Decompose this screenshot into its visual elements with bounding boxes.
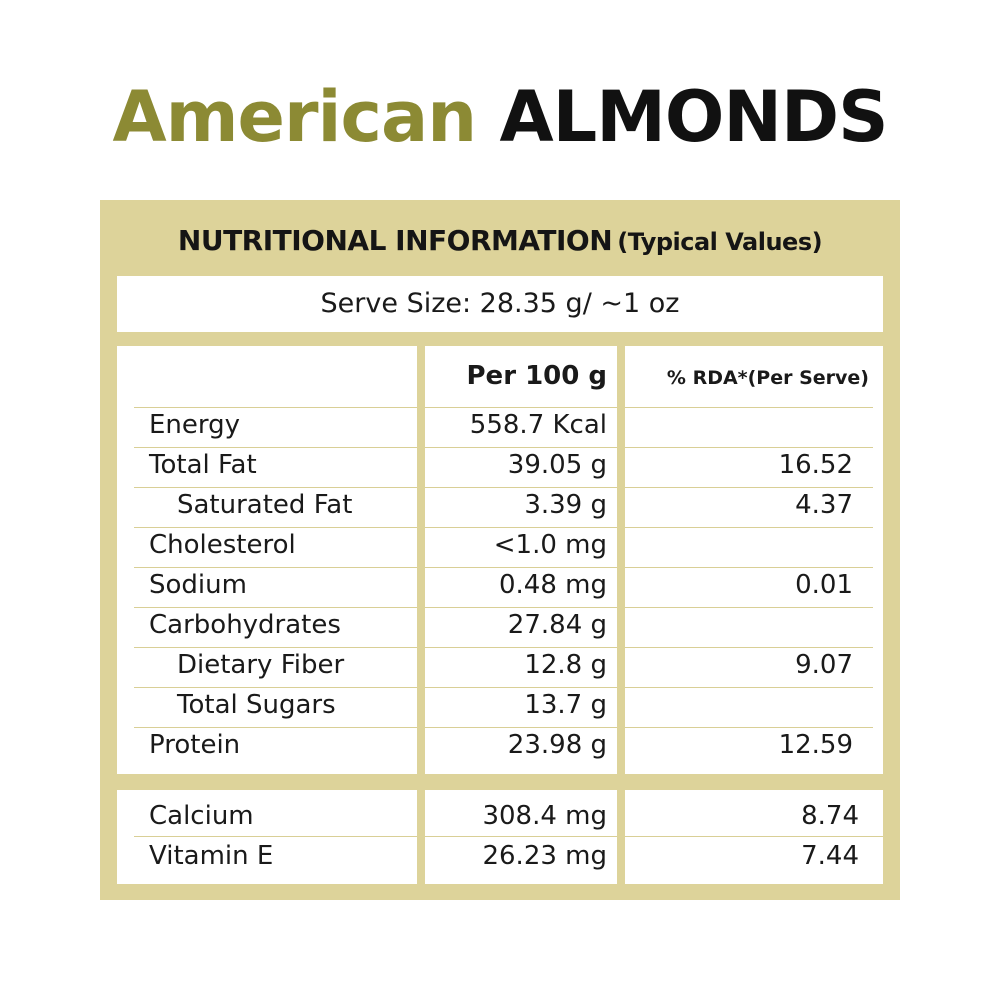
- row-protein-rda: 12.59: [778, 730, 853, 760]
- row-sodium-per: 0.48 mg: [499, 570, 607, 600]
- nutrition-panel: [100, 200, 900, 900]
- row-dietary-fiber-name: Dietary Fiber: [177, 650, 345, 680]
- per-100g-column: [425, 346, 617, 774]
- row-carbohydrates-rda: [625, 605, 853, 645]
- minerals-per: [425, 790, 617, 884]
- row-vitamin-e-per: 26.23 mg: [482, 841, 607, 871]
- row-protein-per: 23.98 g: [507, 730, 607, 760]
- row-total-fat-name: Total Fat: [149, 450, 257, 480]
- serve-size: Serve Size: 28.35 g/ ~1 oz: [117, 276, 883, 332]
- row-dietary-fiber-per: 12.8 g: [524, 650, 607, 680]
- row-energy-per: 558.7 Kcal: [469, 410, 607, 440]
- panel-header: [100, 224, 900, 257]
- row-cholesterol-rda: [625, 525, 853, 565]
- row-energy-name: Energy: [149, 410, 241, 440]
- row-cholesterol-per: <1.0 mg: [493, 530, 607, 560]
- row-cholesterol-name: Cholesterol: [149, 530, 296, 560]
- page-title: [0, 76, 1000, 158]
- row-saturated-fat-per: 3.39 g: [524, 490, 607, 520]
- row-vitamin-e-name: Vitamin E: [149, 841, 274, 871]
- row-protein-name: Protein: [149, 730, 241, 760]
- row-saturated-fat-rda: 4.37: [795, 490, 853, 520]
- column-header-per: Per 100 g: [466, 361, 607, 391]
- row-total-sugars-per: 13.7 g: [524, 690, 607, 720]
- row-carbohydrates-per: 27.84 g: [507, 610, 607, 640]
- rda-column: [625, 346, 883, 774]
- row-saturated-fat-name: Saturated Fat: [177, 490, 353, 520]
- row-calcium-name: Calcium: [149, 801, 254, 831]
- minerals-names: [117, 790, 417, 884]
- row-total-sugars-name: Total Sugars: [177, 690, 336, 720]
- names-column: [117, 346, 417, 774]
- row-vitamin-e-rda: 7.44: [801, 841, 859, 871]
- minerals-rda: [625, 790, 883, 884]
- title-almonds: ALMONDS: [499, 76, 888, 158]
- row-energy-rda: [625, 405, 853, 445]
- header-sub: (Typical Values): [617, 228, 823, 256]
- row-total-sugars-rda: [625, 685, 853, 725]
- row-calcium-per: 308.4 mg: [482, 801, 607, 831]
- title-american: American: [112, 76, 477, 158]
- header-main: NUTRITIONAL INFORMATION: [177, 224, 613, 257]
- row-carbohydrates-name: Carbohydrates: [149, 610, 341, 640]
- row-sodium-name: Sodium: [149, 570, 247, 600]
- row-sodium-rda: 0.01: [795, 570, 853, 600]
- row-calcium-rda: 8.74: [801, 801, 859, 831]
- row-total-fat-rda: 16.52: [778, 450, 853, 480]
- column-header-rda: % RDA*(Per Serve): [666, 367, 869, 389]
- row-dietary-fiber-rda: 9.07: [795, 650, 853, 680]
- row-total-fat-per: 39.05 g: [507, 450, 607, 480]
